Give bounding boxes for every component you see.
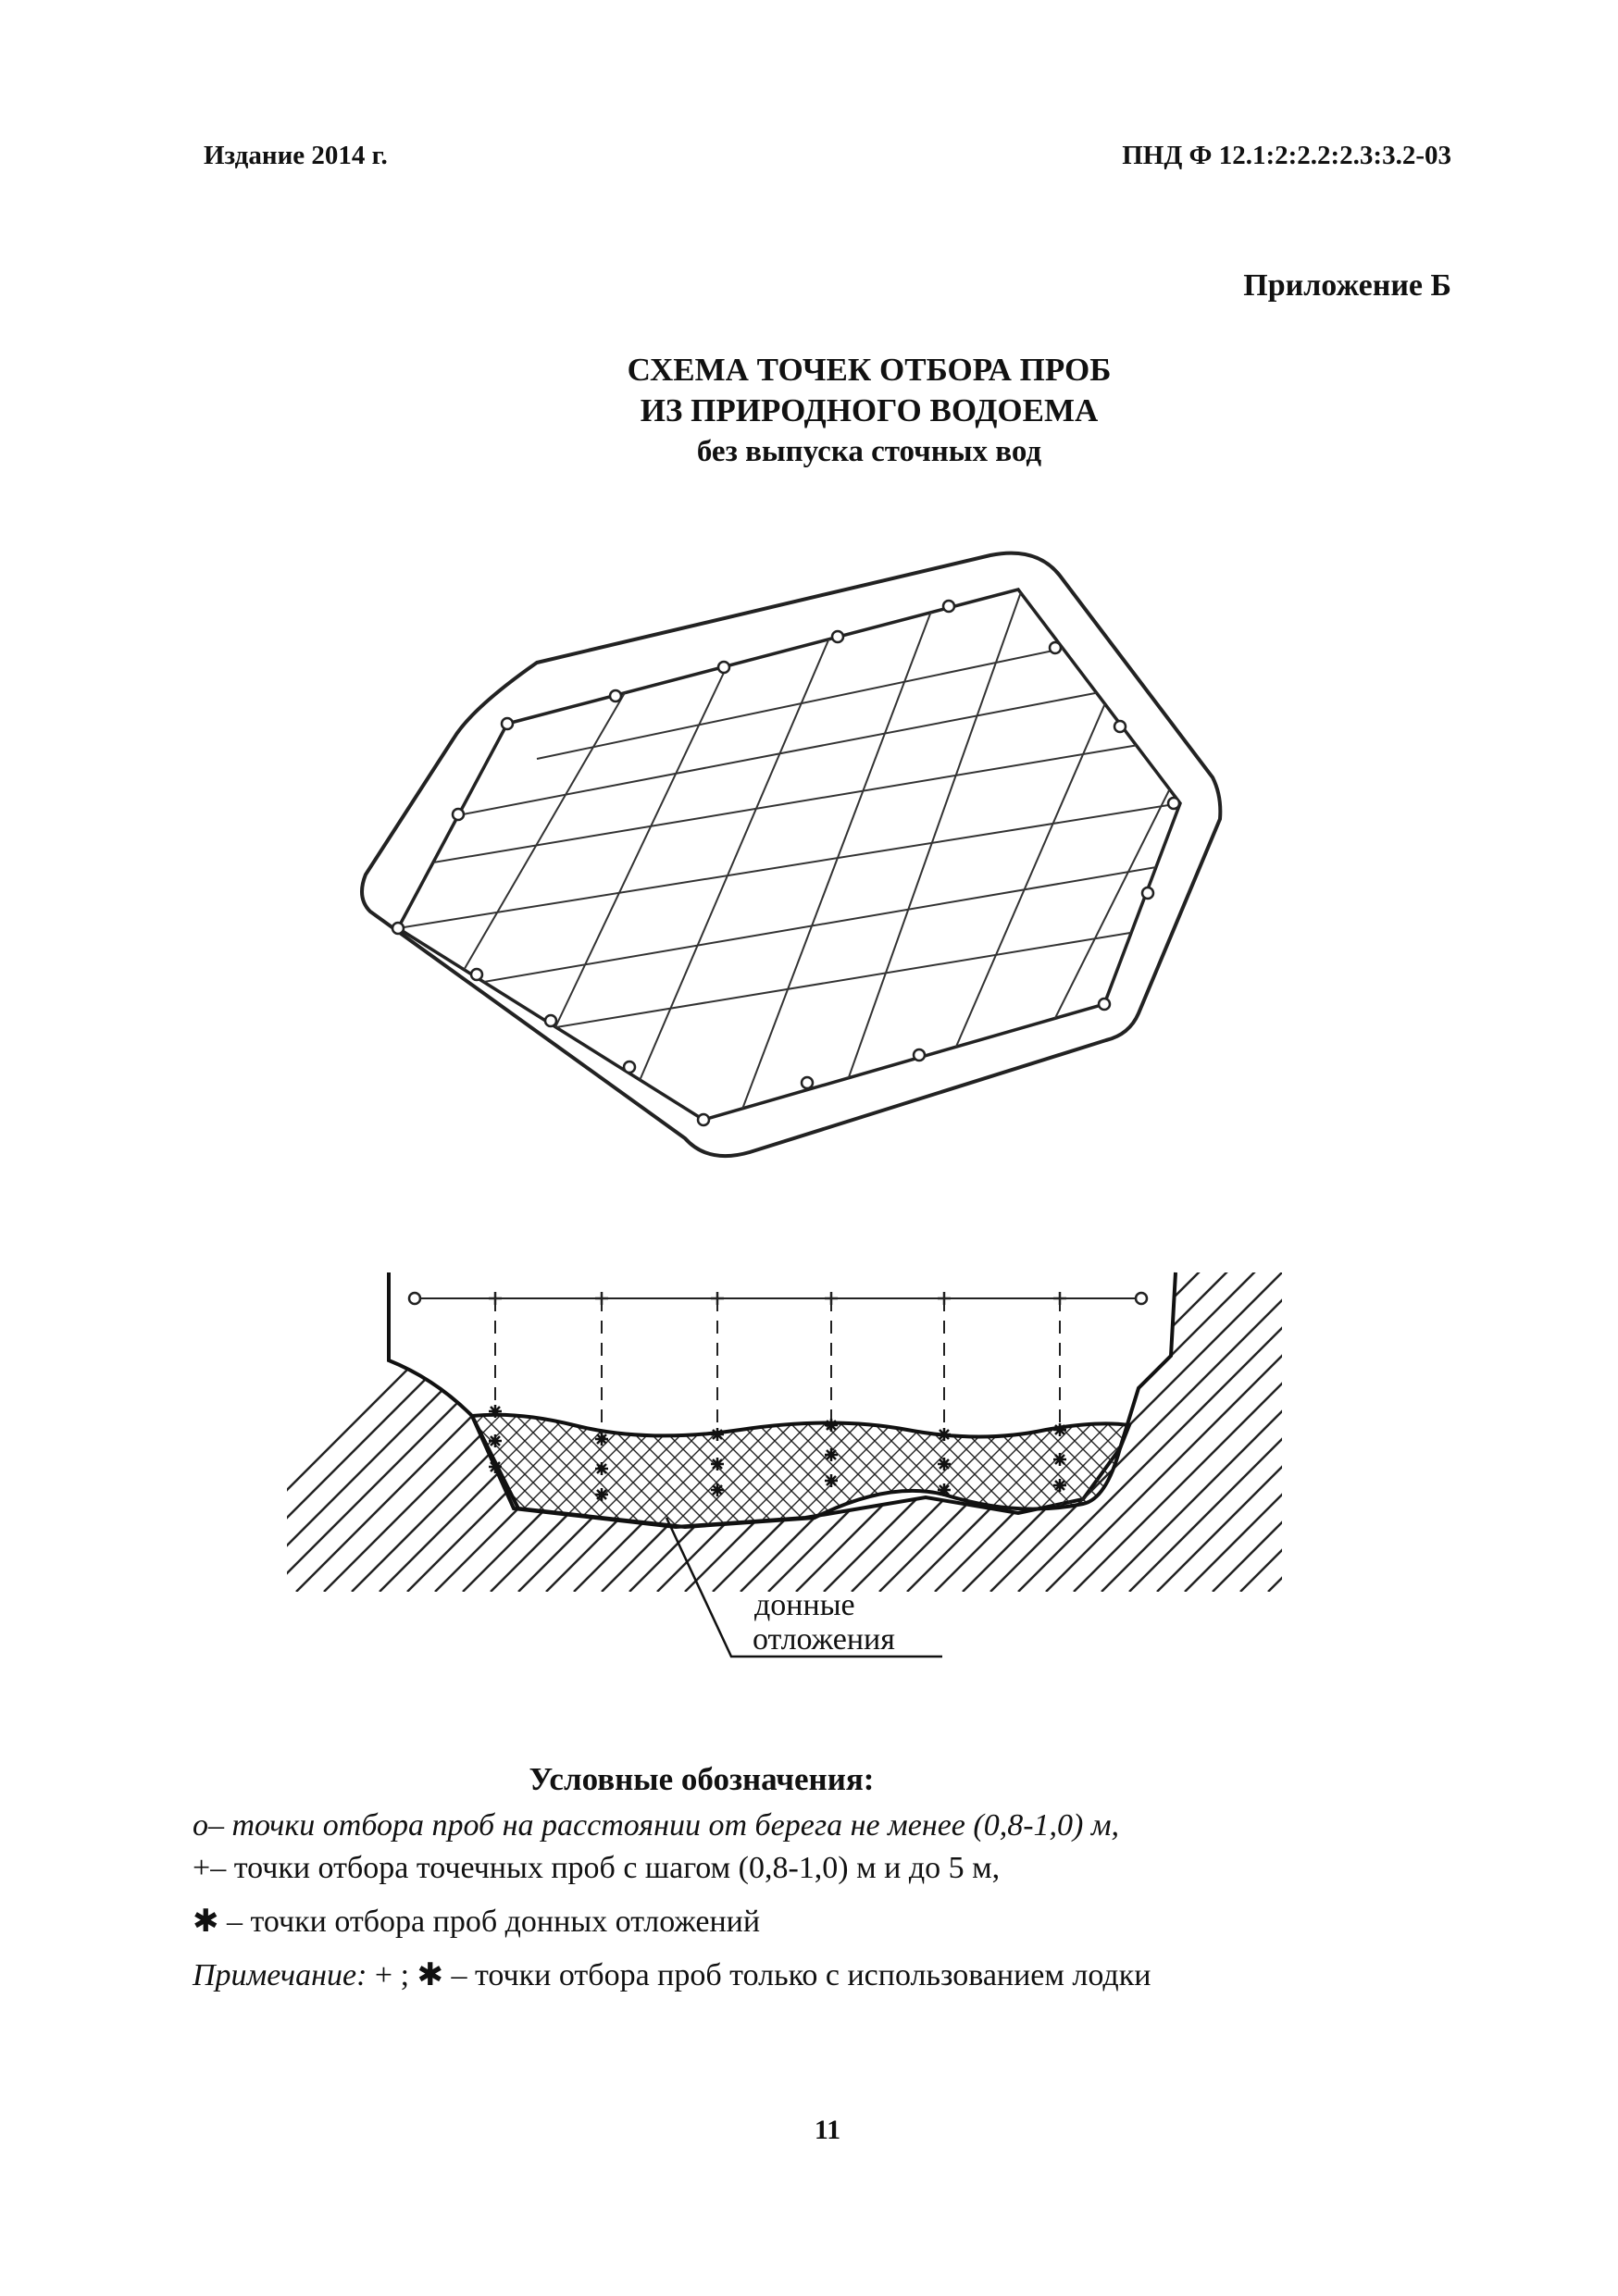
asterisk-mark — [595, 1488, 608, 1501]
document-code-header: ПНД Ф 12.1:2:2.2:2.3:3.2-03 — [1122, 141, 1451, 170]
edition-header: Издание 2014 г. — [204, 141, 388, 170]
hatch-line — [1240, 1259, 1574, 1592]
shore-sampling-points — [392, 601, 1179, 1125]
sampling-point-marker — [832, 631, 843, 642]
legend-title: Условные обозначения: — [529, 1761, 875, 1797]
hatch-line — [879, 1259, 1213, 1592]
note-label: Примечание: — [193, 1958, 367, 1992]
hatch-line — [1351, 1259, 1618, 1592]
plus-mark — [825, 1292, 838, 1305]
plus-symbol-icon: + — [193, 1851, 211, 1885]
sampling-point-marker — [545, 1015, 556, 1026]
sediment-label-line-2: отложения — [753, 1622, 895, 1657]
hatch-line — [1296, 1259, 1618, 1592]
sampling-point-marker — [471, 969, 482, 980]
asterisk-mark — [595, 1462, 608, 1475]
legend-note — [193, 1955, 1488, 1997]
sediment-layer — [472, 1415, 1129, 1527]
sampling-point-marker — [1114, 721, 1126, 732]
sampling-point-marker — [943, 601, 954, 612]
hatch-line — [1185, 1259, 1518, 1592]
legend-item-text: – точки отбора проб донных отложений — [218, 1905, 761, 1939]
asterisk-mark — [938, 1483, 951, 1496]
hatch-line — [1157, 1259, 1490, 1592]
hatch-line — [1324, 1259, 1618, 1592]
asterisk-mark — [938, 1428, 951, 1441]
sampling-point-marker — [610, 690, 621, 701]
sampling-point-marker — [914, 1049, 925, 1061]
right-shore-point — [1136, 1293, 1147, 1304]
appendix-label: Приложение Б — [1243, 268, 1451, 303]
asterisk-mark — [825, 1419, 838, 1432]
ground-hatching — [185, 1259, 1618, 1592]
grid-line-b — [639, 629, 833, 1083]
hatch-line — [1379, 1259, 1618, 1592]
left-shore-point — [409, 1293, 420, 1304]
asterisk-mark — [489, 1434, 502, 1447]
plus-mark — [595, 1292, 608, 1305]
hatch-line — [185, 1259, 518, 1592]
grid-line-b — [824, 574, 1027, 1148]
title-line-2: ИЗ ПРИРОДНОГО ВОДОЕМА — [640, 392, 1099, 428]
legend — [193, 1758, 1488, 1997]
sampling-point-marker — [1142, 887, 1153, 899]
sampling-point-marker — [1050, 642, 1061, 653]
legend-item-text: – точки отбора точечных проб с шагом (0,8-1,0) м и до 5 м, — [210, 1851, 1001, 1885]
circle-symbol-icon: о — [193, 1808, 208, 1843]
hatch-line — [1268, 1259, 1601, 1592]
grid-line-b — [1009, 722, 1203, 1111]
grid-line-b — [463, 685, 629, 972]
shore-outline — [362, 553, 1220, 1157]
sampling-point-marker — [624, 1061, 635, 1073]
asterisk-mark — [1053, 1423, 1066, 1436]
sampling-point-marker — [802, 1077, 813, 1088]
note-symbols: + ; ✱ — [367, 1958, 444, 1992]
sediment-label-line-1: донные — [754, 1588, 855, 1622]
sampling-point-marker — [1099, 999, 1110, 1010]
plus-mark — [1053, 1292, 1066, 1305]
page-number: 11 — [814, 2115, 841, 2145]
asterisk-symbol-icon: ✱ — [193, 1905, 219, 1939]
hatch-line — [852, 1259, 1185, 1592]
note-text: – точки отбора проб только с использованием лодки — [443, 1958, 1151, 1992]
sampling-point-marker — [502, 718, 513, 729]
grid-line-b — [555, 657, 731, 1027]
grid-line-a — [435, 861, 1194, 990]
legend-item-point-samples — [193, 1847, 1488, 1890]
grid-line-a — [537, 639, 1111, 759]
sampling-point-marker — [392, 923, 404, 934]
plus-mark — [938, 1292, 951, 1305]
plus-mark — [711, 1292, 724, 1305]
asterisk-mark — [711, 1458, 724, 1471]
plus-mark — [489, 1292, 502, 1305]
asterisk-mark — [938, 1458, 951, 1471]
water-boundary — [398, 590, 1180, 1120]
asterisk-mark — [711, 1483, 724, 1496]
asterisk-mark — [1053, 1479, 1066, 1492]
sampling-grid — [389, 574, 1203, 1148]
grid-line-a — [398, 803, 1180, 928]
legend-item-shore-points — [193, 1805, 1488, 1847]
title-line-3: без выпуска сточных вод — [696, 435, 1042, 468]
title-line-1: СХЕМА ТОЧЕК ОТБОРА ПРОБ — [627, 352, 1112, 388]
asterisk-mark — [489, 1460, 502, 1473]
sampling-point-marker — [718, 662, 729, 673]
asterisk-mark — [489, 1405, 502, 1418]
legend-item-sediment-samples — [193, 1901, 1488, 1943]
sampling-point-marker — [698, 1114, 709, 1125]
hatch-line — [1129, 1259, 1462, 1592]
hatch-line — [1213, 1259, 1546, 1592]
sampling-point-marker — [1168, 798, 1179, 809]
asterisk-mark — [1053, 1453, 1066, 1466]
reservoir-plan-view — [362, 553, 1220, 1157]
asterisk-mark — [825, 1474, 838, 1487]
hatch-line — [990, 1259, 1324, 1592]
asterisk-mark — [711, 1428, 724, 1441]
grid-line-a — [500, 921, 1203, 1036]
sampling-point-marker — [453, 809, 464, 820]
reservoir-cross-section — [185, 1259, 1618, 1657]
legend-item-text: – точки отбора проб на расстоянии от берега не менее (0,8-1,0) м, — [208, 1808, 1120, 1843]
hatch-line — [1101, 1259, 1435, 1592]
asterisk-mark — [595, 1433, 608, 1446]
asterisk-mark — [825, 1448, 838, 1461]
